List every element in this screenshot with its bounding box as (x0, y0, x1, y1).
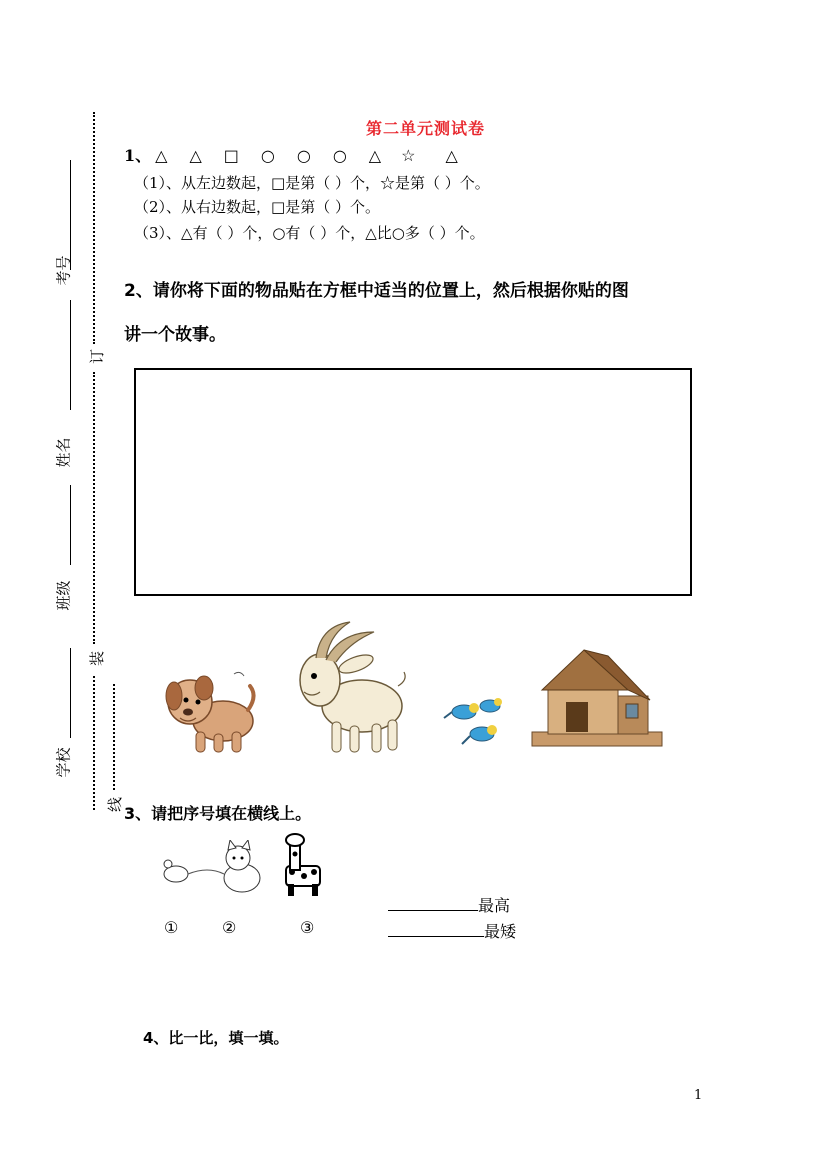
binding-mark-zhuang: 装 (88, 650, 107, 667)
q1-shape: △ (189, 146, 202, 165)
margin-label-exam-no: 考号 (54, 255, 73, 286)
answer-blank-shortest[interactable] (388, 918, 484, 937)
goat-image (290, 618, 415, 758)
binding-dotted-line (93, 676, 95, 810)
q1-shape: □ (223, 146, 239, 165)
answer-blank-tallest[interactable] (388, 892, 478, 911)
q3-instruction: 3、请把序号填在横线上。 (124, 804, 312, 823)
sticker-frame-box[interactable] (134, 368, 692, 596)
q3-marker-3: ③ (300, 918, 315, 937)
page-number: 1 (694, 1088, 703, 1103)
binding-dotted-line (113, 684, 115, 790)
margin-label-name: 姓名 (54, 437, 73, 468)
q1-shape: △ (368, 146, 382, 165)
q1-shape: ○ (332, 146, 347, 165)
q4-instruction: 4、比一比，填一填。 (143, 1029, 289, 1047)
q1-subquestion-2: （2）、从右边数起，□是第（ ）个。 (134, 198, 380, 216)
q3-label-tallest: 最高 (478, 896, 511, 915)
q1-shape: ○ (260, 146, 275, 165)
margin-label-school: 学校 (54, 747, 73, 778)
margin-label-class: 班级 (54, 580, 73, 611)
margin-line (70, 485, 71, 565)
q3-label-shortest: 最矮 (484, 922, 517, 941)
binding-dotted-line (93, 112, 95, 344)
binding-mark-ding: 订 (88, 348, 107, 365)
q1-subquestion-3: （3）、△有（ ）个，○有（ ）个，△比○多（ ）个。 (134, 224, 485, 242)
q3-answer-shortest (388, 918, 516, 942)
wooden-house-image (528, 648, 666, 752)
margin-line (70, 300, 71, 410)
q3-answer-tallest (388, 892, 510, 916)
q3-marker-2: ② (222, 918, 237, 937)
puppy-image (158, 666, 268, 758)
q2-instruction-line2: 讲一个故事。 (124, 325, 226, 345)
q1-subquestion-1: （1）、从左边数起，□是第（ ）个，☆是第（ ）个。 (134, 174, 490, 192)
margin-line (70, 648, 71, 738)
q1-shape-row (124, 143, 458, 169)
q1-shape: ○ (296, 146, 311, 165)
binding-dotted-line (93, 372, 95, 644)
page-title: 第二单元测试卷 (366, 119, 486, 138)
mouse-cat-image (158, 840, 266, 896)
q1-shape: ☆ (401, 146, 416, 165)
q1-shape: △ (155, 146, 168, 165)
birds-image (442, 690, 510, 756)
q3-marker-1: ① (164, 918, 179, 937)
q1-shape: △ (445, 146, 458, 165)
binding-mark-xian: 线 (106, 796, 125, 813)
margin-line (70, 160, 71, 270)
q2-instruction-line1: 2、请你将下面的物品贴在方框中适当的位置上，然后根据你贴的图 (124, 281, 629, 301)
giraffe-image (278, 832, 328, 898)
q1-number: 1、 (124, 146, 152, 165)
